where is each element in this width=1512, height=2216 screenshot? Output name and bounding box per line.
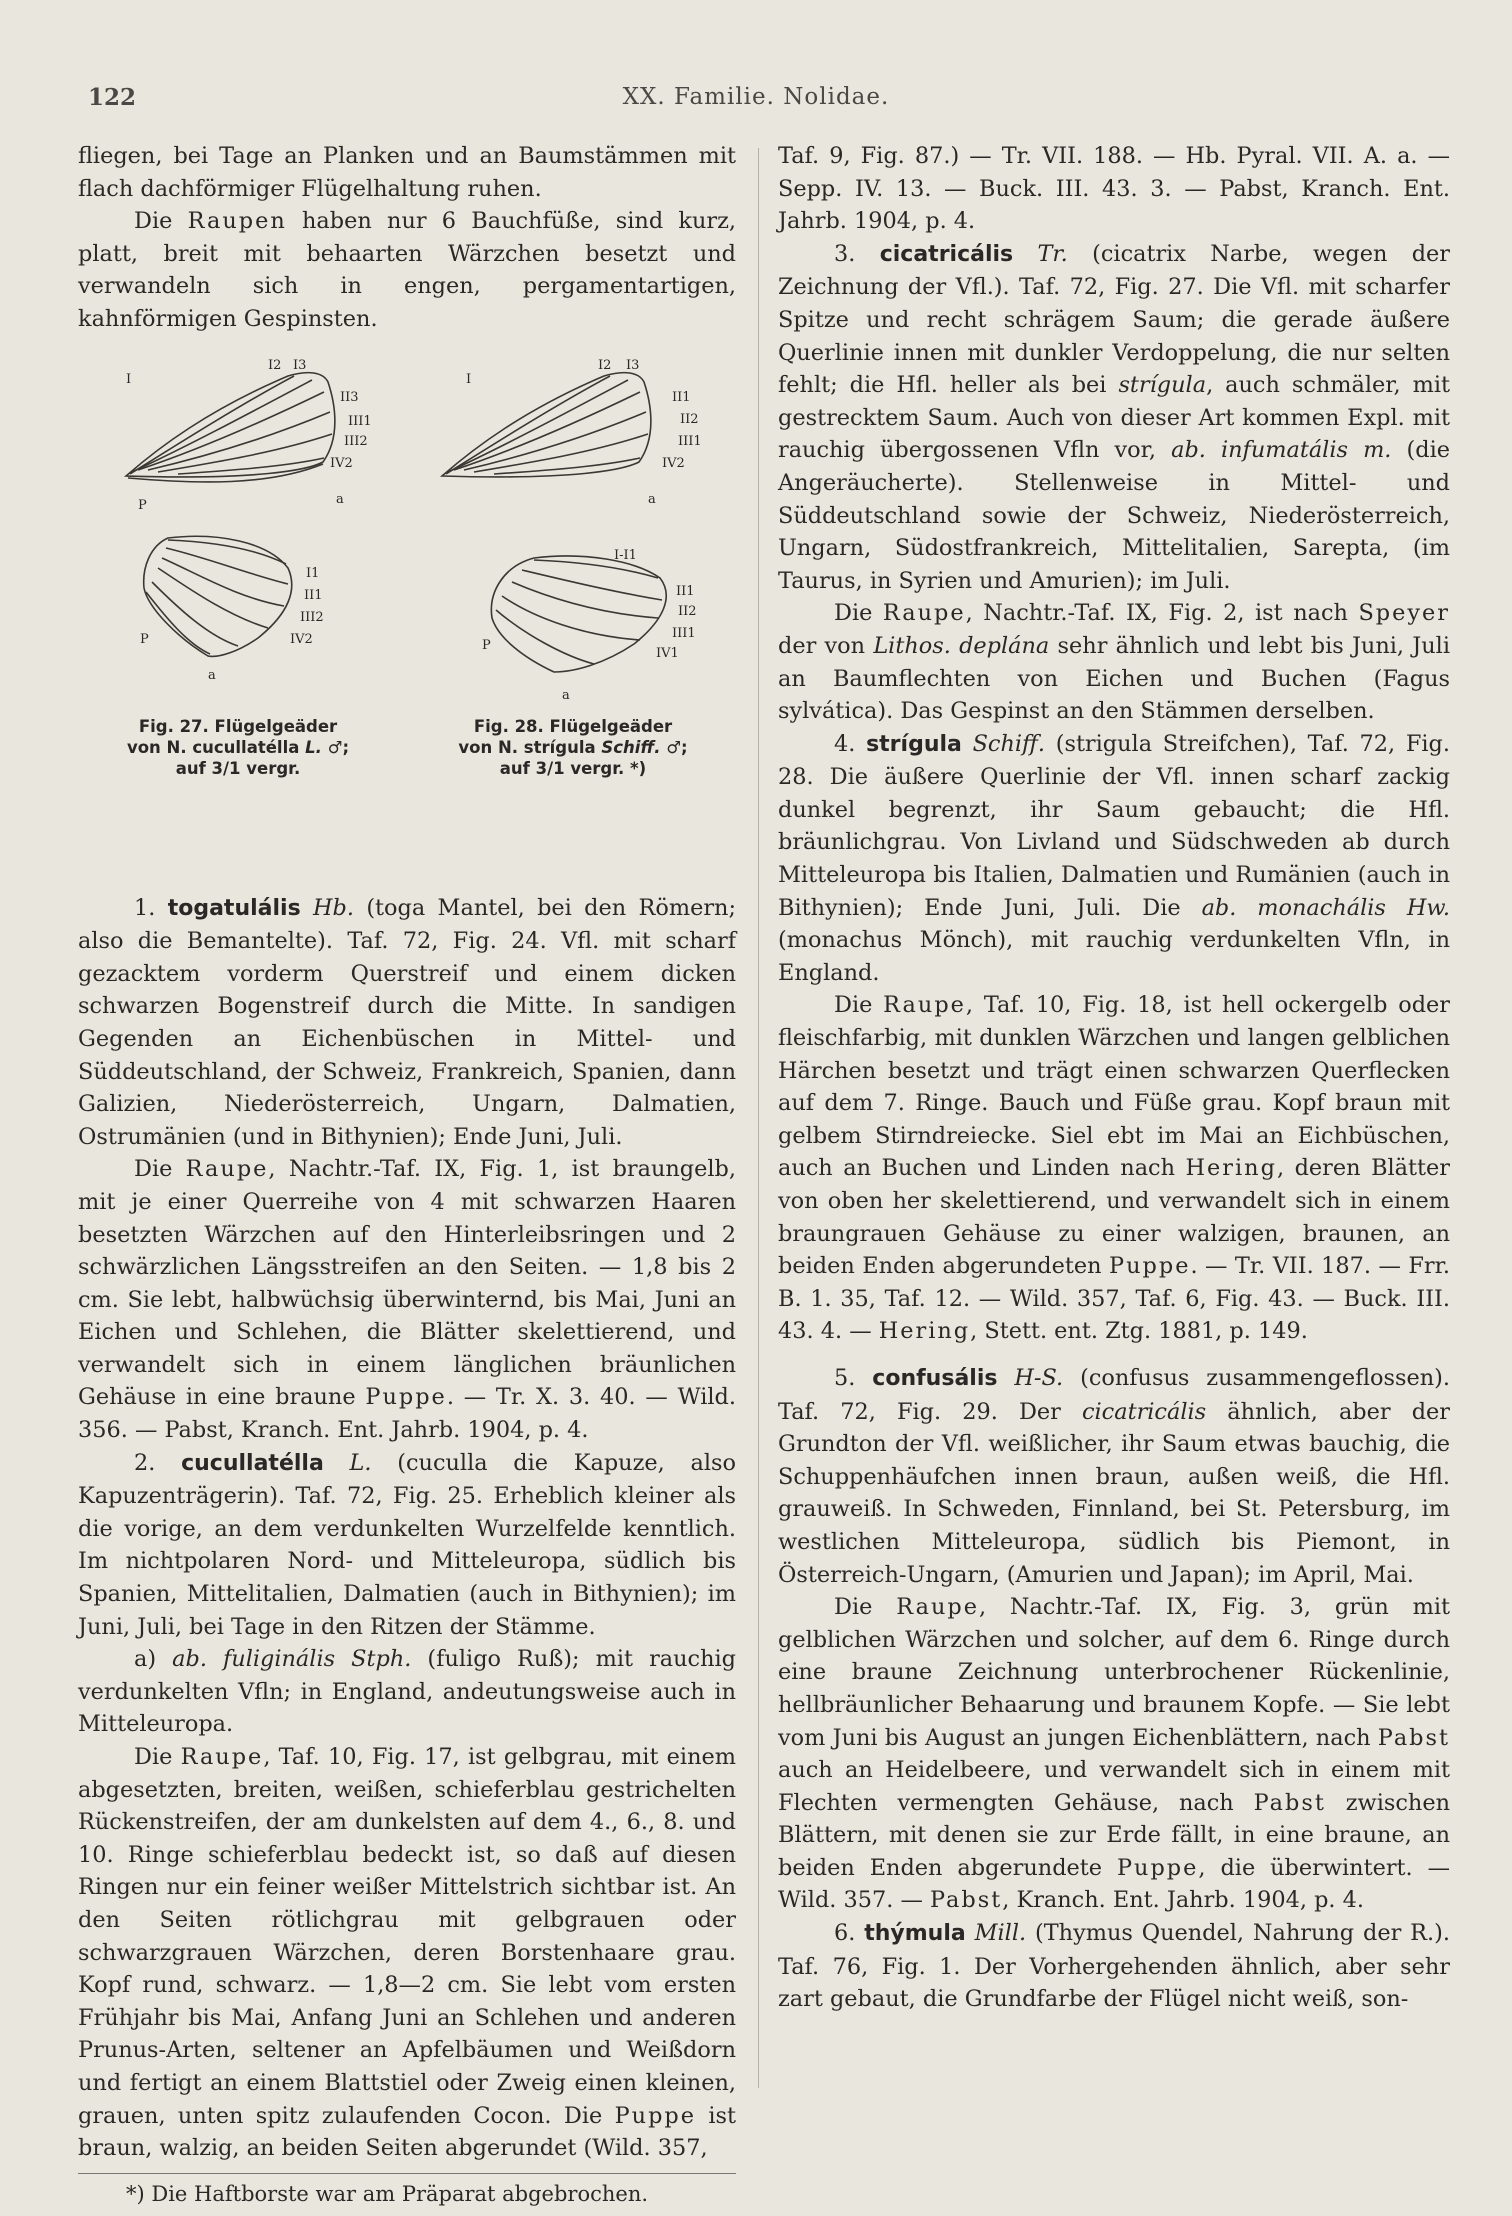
species-entry: 5. confusális H-S. (confusus zusammengeflossen). Taf. 72, Fig. 29. Der cicatricális ähnlich, aber der Grundton der Vfl. weißlicher, ihr Saum etwas bauchig, die Schuppenhäufchen innen braun, außen weiß, die Hfl. grauweiß. In Schweden, Finnland, bei St. Petersburg, im westlichen Mitteleuropa, südlich bis Piemont, in Österreich-Ungarn, (Amurien und Japan); im April, Mai. <box>778 1364 1450 1588</box>
paragraph: Die Raupe, Nachtr.-Taf. IX, Fig. 3, grün mit gelblichen Wärzchen und solcher, auf dem 6. Ringe durch eine braune Zeichnung unterbrochener Rückenlinie, hellbräunlicher Behaarung und braunem Kopfe. — Sie lebt vom Juni bis August an jungen Eichenblättern, nach Pabst auch an Heidelbeere, und verwandelt sich in einem mit Flechten vermengten Gehäuse, nach Pabst zwischen Blättern, mit denen sie zur Erde fällt, in eine braune, an beiden Enden abgerundete Puppe, die überwintert. — Wild. 357. — Pabst, Kranch. Ent. Jahrb. 1904, p. 4. <box>778 1594 1450 1914</box>
fig27-hindwing-diagram <box>138 528 388 668</box>
vein-label: I-I1 <box>614 547 637 563</box>
vein-label: IV2 <box>290 631 313 647</box>
vein-label: II1 <box>676 583 695 599</box>
vein-label: a <box>208 667 216 683</box>
vein-label: III2 <box>300 609 324 625</box>
vein-label: II3 <box>340 389 359 405</box>
footnote: *) Die Haftborste war am Präparat abgebrochen. <box>78 2173 736 2211</box>
species-entry: 1. togatulális Hb. (toga Mantel, bei den Römern; also die Bemantelte). Taf. 72, Fig. 24. Vfl. mit scharf gezacktem vorderm Querstreif und einem dicken schwarzen Bogenstreif durch die Mitte. In sandigen Gegenden an Eichenbüschen in Mittel- und Süddeutschland, der Schweiz, Frankreich, Spanien, dann Galizien, Niederösterreich, Ungarn, Dalmatien, Ostrumänien (und in Bithynien); Ende Juni, Juli. <box>78 894 736 1150</box>
paragraph: Taf. 9, Fig. 87.) — Tr. VII. 188. — Hb. Pyral. VII. A. a. — Sepp. IV. 13. — Buck. III. 43. 3. — Pabst, Kranch. Ent. Jahrb. 1904, p. 4. <box>778 143 1450 235</box>
species-entry: 3. cicatricális Tr. (cicatrix Narbe, wegen der Zeichnung der Vfl.). Taf. 72, Fig. 27. Die Vfl. mit scharfer Spitze und recht schrägem Saum; die gerade äußere Querlinie innen mit dunkler Verdoppelung, die nur selten fehlt; die Hfl. heller als bei strígula, auch schmäler, mit gestrecktem Saum. Auch von dieser Art kommen Expl. mit rauchig übergossenen Vfln vor, ab. infumatális m. (die Angeräucherte). Stellenweise in Mittel- und Süddeutschland sowie der Schweiz, Niederösterreich, Ungarn, Südostfrankreich, Mittelitalien, Sarepta, (im Taurus, in Syrien und Amurien); im Juli. <box>778 240 1450 594</box>
vein-label: I <box>126 371 132 387</box>
species-entry: 4. strígula Schiff. (strigula Streifchen), Taf. 72, Fig. 28. Die äußere Querlinie der Vfl. innen scharf zackig dunkel begrenzt, ihr Saum gebaucht; die Hfl. bräunlichgrau. Von Livland und Südschweden ab durch Mitteleuropa bis Italien, Dalmatien und Rumänien (auch in Bithynien); Ende Juni, Juli. Die ab. monachális Hw. (monachus Mönch), mit rauchig verdunkelten Vfln, in England. <box>778 730 1450 986</box>
figure-27-caption: Fig. 27. Flügelgeäder von N. cucullatélla L. ♂; auf 3/1 vergr. <box>126 716 350 778</box>
vein-label: I1 <box>306 565 320 581</box>
figure-28-caption: Fig. 28. Flügelgeäder von N. strígula Schiff. ♂; auf 3/1 vergr. *) <box>458 716 688 778</box>
left-column <box>78 140 736 2210</box>
vein-label: III2 <box>344 433 368 449</box>
vein-label: a <box>562 687 570 703</box>
paragraph: fliegen, bei Tage an Planken und an Baumstämmen mit flach dachförmiger Flügelhaltung ruhen. <box>78 143 736 202</box>
paragraph: Die Raupe, Taf. 10, Fig. 18, ist hell ockergelb oder fleischfarbig, mit dunklen Wärzchen und langen gelblichen Härchen besetzt und trägt einen schwarzen Querflecken auf dem 7. Ringe. Bauch und Füße grau. Kopf braun mit gelbem Stirndreiecke. Siel ebt im Mai an Eichbüschen, auch an Buchen und Linden nach Hering, deren Blätter von oben her skelettierend, und verwandelt sich in einem braungrauen Gehäuse zu einer walzigen, braunen, an beiden Enden abgerundeten Puppe. — Tr. VII. 187. — Frr. B. 1. 35, Taf. 12. — Wild. 357, Taf. 6, Fig. 43. — Buck. III. 43. 4. — Hering, Stett. ent. Ztg. 1881, p. 149. <box>778 992 1450 1345</box>
vein-label: II2 <box>678 603 697 619</box>
aberration-entry: a) ab. fuliginális Stph. (fuligo Ruß); mit rauchig verdunkelten Vfln; in England, andeutungsweise auch in Mitteleuropa. <box>78 1646 736 1738</box>
vein-label: IV2 <box>662 455 685 471</box>
paragraph: Die Raupen haben nur 6 Bauchfüße, sind kurz, platt, breit mit behaarten Wärzchen besetzt und verwandeln sich in engen, pergamentartigen, kahnförmigen Gespinsten. <box>78 208 736 332</box>
right-column <box>778 140 1450 2016</box>
vein-label: P <box>140 631 149 647</box>
wing-venation-figures <box>78 344 736 888</box>
running-head: XX. Familie. Nolidae. <box>622 84 890 110</box>
vein-label: I <box>466 371 472 387</box>
vein-label: III1 <box>672 625 696 641</box>
vein-label: IV1 <box>656 645 679 661</box>
page-number: 122 <box>88 84 137 111</box>
vein-label: I2 <box>598 357 612 373</box>
species-entry: 6. thýmula Mill. (Thymus Quendel, Nahrung der R.). Taf. 76, Fig. 1. Der Vorhergehenden ähnlich, aber sehr zart gebaut, die Grundfarbe der Flügel nicht weiß, son- <box>778 1920 1450 2013</box>
paragraph: Die Raupe, Nachtr.-Taf. IX, Fig. 1, ist braungelb, mit je einer Querreihe von 4 mit schwarzen Haaren besetzten Wärzchen auf den Hinterleibsringen und 2 schwärzlichen Längsstreifen an den Seiten. — 1,8 bis 2 cm. Sie lebt, halbwüchsig überwinternd, bis Mai, Juni an Eichen und Schlehen, die Blätter skelettierend, und verwandelt sich in einem länglichen bräunlichen Gehäuse in eine braune Puppe. — Tr. X. 3. 40. — Wild. 356. — Pabst, Kranch. Ent. Jahrb. 1904, p. 4. <box>78 1156 737 1444</box>
vein-label: a <box>648 491 656 507</box>
vein-label: II1 <box>304 587 323 603</box>
paragraph: Die Raupe, Nachtr.-Taf. IX, Fig. 2, ist nach Speyer der von Lithos. deplána sehr ähnlich und lebt bis Juni, Juli an Baumflechten von Eichen und Buchen (Fagus sylvática). Das Gespinst an den Stämmen derselben. <box>778 600 1451 725</box>
page-header <box>88 84 1424 124</box>
vein-label: I3 <box>293 357 307 373</box>
vein-label: I2 <box>268 357 282 373</box>
vein-label: III1 <box>348 413 372 429</box>
paragraph: Die Raupe, Taf. 10, Fig. 17, ist gelbgrau, mit einem abgesetzten, breiten, weißen, schieferblau gestrichelten Rückenstreifen, der am dunkelsten auf dem 4., 6., 8. und 10. Ringe schieferblau bedeckt ist, so daß auf diesen Ringen nur ein feiner weißer Mittelstrich sichtbar ist. An den Seiten rötlichgrau mit gelbgrauen oder schwarzgrauen Wärzchen, deren Borstenhaare grau. Kopf rund, schwarz. — 1,8—2 cm. Sie lebt vom ersten Frühjahr bis Mai, Anfang Juni an Schlehen und anderen Prunus-Arten, seltener an Apfelbäumen und Weißdorn und fertigt an einem Blattstiel oder Zweig einen kleinen, grauen, unten spitz zulaufenden Cocon. Die Puppe ist braun, walzig, an beiden Seiten abgerundet (Wild. 357, <box>78 1744 736 2162</box>
species-entry: 2. cucullatélla L. (cuculla die Kapuze, also Kapuzenträgerin). Taf. 72, Fig. 25. Erheblich kleiner als die vorige, an dem verdunkelten Wurzelfelde kenntlich. Im nichtpolaren Nord- und Mitteleuropa, südlich bis Spanien, Mittelitalien, Dalmatien (auch in Bithynien); im Juni, Juli, bei Tage in den Ritzen der Stämme. <box>78 1449 736 1640</box>
vein-label: II1 <box>672 389 691 405</box>
vein-label: IV2 <box>330 455 353 471</box>
vein-label: a <box>336 491 344 507</box>
vein-label: I3 <box>626 357 640 373</box>
vein-label: III1 <box>678 433 702 449</box>
vein-label: P <box>138 497 147 513</box>
vein-label: P <box>482 637 491 653</box>
vein-label: II2 <box>680 411 699 427</box>
column-rule <box>758 148 759 2088</box>
